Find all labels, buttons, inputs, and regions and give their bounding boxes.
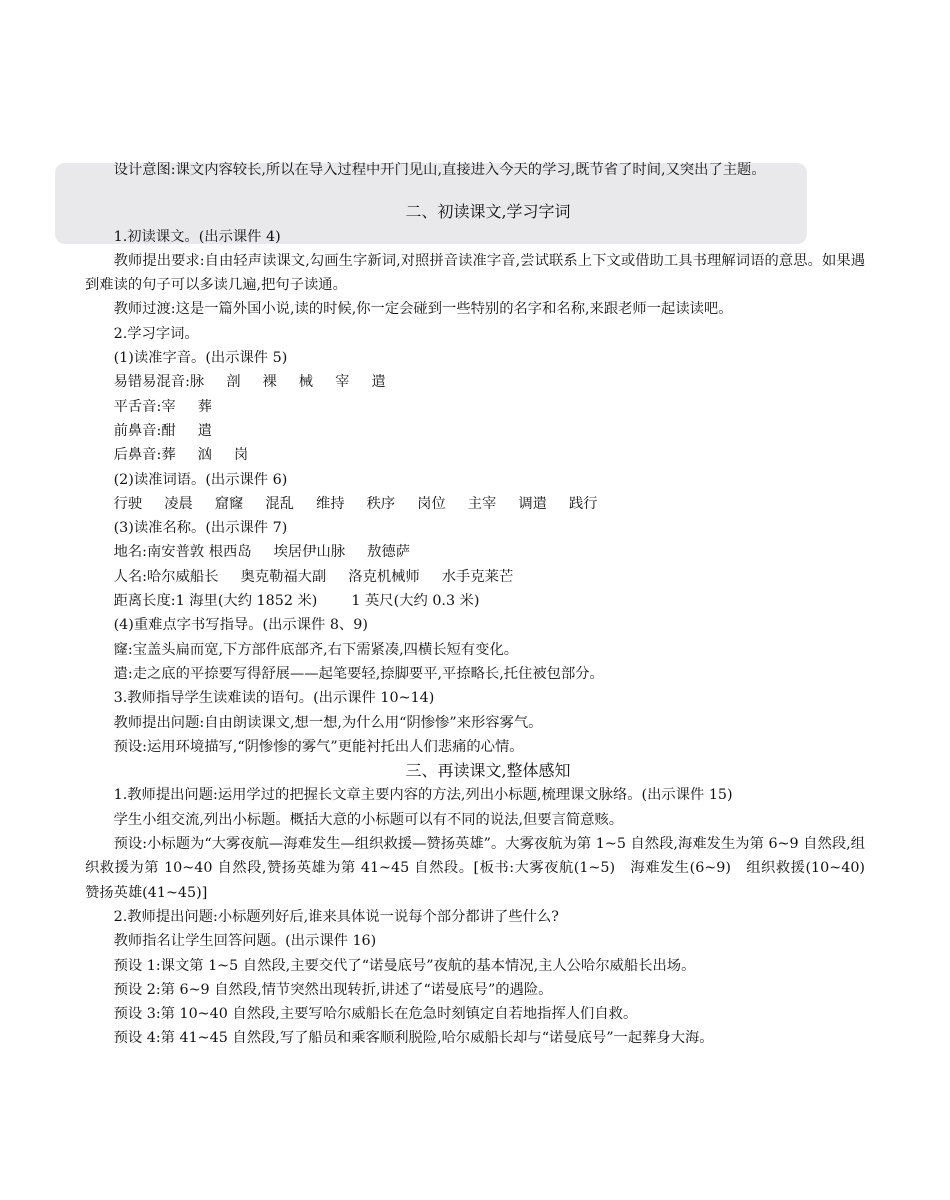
question-1: 教师提出问题:自由朗读课文,想一想,为什么用“阴惨惨”来形容雾气。: [113, 714, 543, 731]
easy-confuse-row: 易错易混音:脉 剖 裸 械 宰 遣: [113, 374, 386, 391]
section-3-heading: 三、再读课文,整体感知: [405, 761, 571, 781]
front-nasal-row: 前鼻音:酣 遣: [113, 422, 212, 439]
sub-step-3: (3)读准名称。(出示课件 7): [113, 520, 288, 537]
sub-step-4: (4)重难点字书写指导。(出示课件 8、9): [113, 617, 368, 634]
back-nasal-row: 后鼻音:葬 汹 岗: [113, 447, 249, 464]
design-intent: 设计意图:课文内容较长,所以在导入过程中开门见山,直接进入今天的学习,既节省了时间,又突出了主题。: [113, 162, 766, 178]
section-2-heading: 二、初读课文,学习字词: [405, 202, 571, 222]
preset-3: 预设 3:第 10~40 自然段,主要写哈尔威船长在危急时刻镇定自若地指挥人们自救。: [113, 1006, 638, 1023]
section-3-question-2: 2.教师提出问题:小标题列好后,谁来具体说一说每个部分都讲了些什么?: [113, 908, 559, 925]
teacher-transition: 教师过渡:这是一篇外国小说,读的时候,你一定会碰到一些特别的名字和名称,来跟老师一起读读吧。: [113, 301, 733, 318]
char-guide-2: 遣:走之底的平捺要写得舒展——起笔要轻,捺脚要平,平捺略长,托住被包部分。: [113, 665, 604, 682]
group-discussion: 学生小组交流,列出小标题。概括大意的小标题可以有不同的说法,但要言简意赅。: [113, 811, 624, 828]
teacher-requirement: 教师提出要求:自由轻声读课文,勾画生字新词,对照拼音读准字音,尝试联系上下文或借助工具书理解词语的意思。如果遇到难读的句子可以多读几遍,把句子读通。: [85, 252, 865, 294]
words-row: 行驶 凌晨 窟窿 混乱 维持 秩序 岗位 主宰 调遣 践行: [113, 495, 598, 512]
flat-tongue-row: 平舌音:宰 葬: [113, 398, 212, 415]
section-3-question-1: 1.教师提出问题:运用学过的把握长文章主要内容的方法,列出小标题,梳理课文脉络。(出示课件 15): [113, 787, 733, 804]
answer-1: 预设:运用环境描写,“阴惨惨的雾气”更能衬托出人们悲痛的心情。: [113, 738, 524, 755]
sub-step-2: (2)读准词语。(出示课件 6): [113, 471, 288, 488]
sub-step-1: (1)读准字音。(出示课件 5): [113, 350, 288, 367]
teacher-ask: 教师指名让学生回答问题。(出示课件 16): [113, 933, 377, 950]
preset-4: 预设 4:第 41~45 自然段,写了船员和乘客顺利脱险,哈尔威船长却与“诺曼底号”一起葬身大海。: [113, 1030, 714, 1047]
step-3: 3.教师指导学生读难读的语句。(出示课件 10~14): [113, 690, 435, 707]
step-2: 2.学习字词。: [113, 325, 199, 342]
preset-1: 预设 1:课文第 1~5 自然段,主要交代了“诺曼底号”夜航的基本情况,主人公哈尔威船长出场。: [113, 957, 696, 974]
person-names-row: 人名:哈尔威船长 奥克勒福大副 洛克机械师 水手克莱芒: [113, 568, 514, 585]
preset-2: 预设 2:第 6~9 自然段,情节突然出现转折,讲述了“诺曼底号”的遇险。: [113, 981, 553, 998]
preset-titles: 预设:小标题为“大雾夜航—海难发生—组织救援—赞扬英雄”。大雾夜航为第 1~5 自然段,海难发生为第 6~9 自然段,组织救援为第 10~40 自然段,赞扬英雄为第 41~45 自然段。[板书:大雾夜航(1~5) 海难发生(6~9) 组织救援(10~40) 赞扬英雄(41~45)]: [85, 836, 880, 901]
lesson-document: [85, 158, 880, 1051]
distance-row: 距离长度:1 海里(大约 1852 米) 1 英尺(大约 0.3 米): [113, 593, 480, 610]
step-1: 1.初读课文。(出示课件 4): [113, 228, 281, 245]
place-names-row: 地名:南安普敦 根西岛 埃居伊山脉 敖德萨: [113, 544, 411, 561]
char-guide-1: 窿:宝盖头扁而宽,下方部件底部齐,右下需紧凑,四横长短有变化。: [113, 641, 519, 658]
